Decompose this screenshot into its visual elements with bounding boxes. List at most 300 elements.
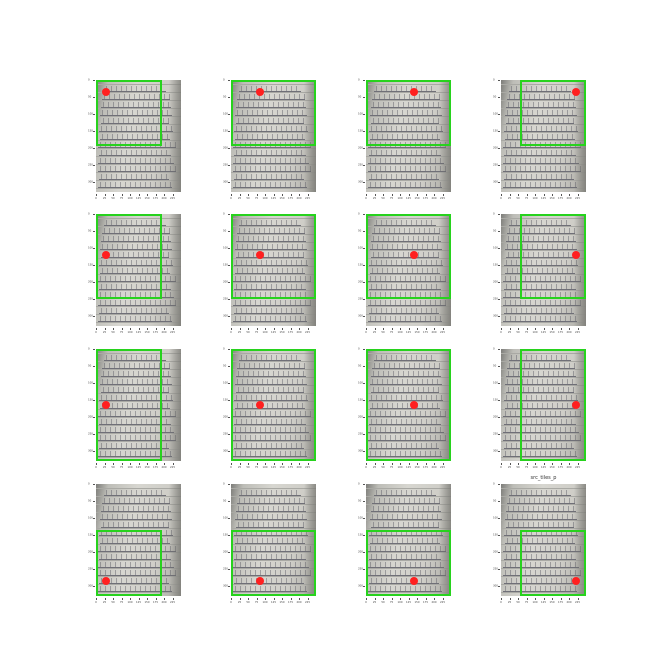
y-tick-label: 200 [493, 550, 498, 554]
x-tick-label: 100 [127, 466, 133, 469]
y-tick [93, 400, 95, 401]
x-tick-label: 25 [372, 601, 377, 604]
y-tick-label: 300 [88, 584, 93, 588]
y-tick [93, 535, 95, 536]
x-tick [510, 463, 511, 465]
panel-title: src_tiles_p [530, 475, 557, 481]
x-tick [130, 194, 131, 196]
y-tick [498, 299, 500, 300]
x-tick-label: 150 [279, 466, 285, 469]
x-tick [299, 328, 300, 330]
panel-r2-c2 [358, 347, 451, 469]
y-tick-label: 100 [88, 381, 93, 385]
handwriting-line [509, 490, 571, 496]
handwriting-line [233, 316, 307, 322]
x-tick [240, 328, 241, 330]
x-tick-label: 100 [532, 466, 538, 469]
y-tick-label: 150 [358, 129, 363, 133]
x-tick-label: 100 [262, 466, 268, 469]
x-tick [156, 598, 157, 600]
x-tick-label: 225 [440, 466, 445, 469]
crop-box [231, 530, 316, 596]
x-tick [510, 194, 511, 196]
y-tick [498, 417, 500, 418]
y-tick-label: 200 [223, 146, 228, 150]
y-tick [363, 182, 365, 183]
x-tick [257, 328, 258, 330]
y-tick [93, 265, 95, 266]
y-tick-label: 300 [223, 180, 228, 184]
x-tick [231, 328, 232, 330]
handwriting-line [371, 506, 441, 512]
x-tick-label: 200 [431, 197, 437, 200]
y-tick-label: 150 [223, 533, 228, 537]
crop-box [96, 530, 162, 596]
y-tick [93, 349, 95, 350]
notebook-rule-line [366, 322, 451, 323]
y-tick-label: 100 [493, 381, 498, 385]
x-tick-label: 100 [262, 601, 268, 604]
notebook-rule-line [96, 156, 181, 157]
y-tick [498, 569, 500, 570]
handwriting-line [235, 514, 307, 520]
x-tick [122, 194, 123, 196]
x-tick-label: 125 [541, 331, 546, 334]
y-tick-label: 200 [88, 280, 93, 284]
x-tick-label: 225 [170, 466, 175, 469]
notebook-rule-line [501, 164, 586, 165]
panel-r1-c0 [88, 212, 181, 334]
notebook-rule-line [366, 496, 451, 497]
handwriting-line [503, 316, 577, 322]
x-tick-label: 25 [507, 466, 512, 469]
x-tick [274, 328, 275, 330]
x-tick [375, 328, 376, 330]
notebook-rule-line [501, 512, 586, 513]
y-tick-label: 150 [493, 533, 498, 537]
x-tick-label: 225 [305, 197, 310, 200]
x-axis [96, 328, 181, 332]
x-tick [248, 194, 249, 196]
notebook-rule-line [366, 520, 451, 521]
y-tick [93, 316, 95, 317]
y-tick-label: 150 [493, 129, 498, 133]
handwriting-line [372, 498, 440, 504]
notebook-rule-line [366, 164, 451, 165]
x-tick [578, 598, 579, 600]
y-tick-label: 100 [223, 246, 228, 250]
y-tick-label: 100 [358, 112, 363, 116]
x-tick-label: 75 [119, 466, 124, 469]
y-tick-label: 300 [88, 180, 93, 184]
x-tick-label: 50 [381, 197, 385, 200]
x-tick-label: 125 [136, 331, 141, 334]
y-tick-label: 150 [358, 398, 363, 402]
y-tick-label: 200 [88, 146, 93, 150]
x-tick [156, 194, 157, 196]
x-tick [569, 463, 570, 465]
y-tick [498, 383, 500, 384]
x-tick [231, 598, 232, 600]
crop-box [231, 80, 316, 146]
handwriting-line [233, 158, 309, 164]
x-tick [535, 328, 536, 330]
x-tick-label: 200 [296, 197, 302, 200]
y-tick [228, 114, 230, 115]
notebook-rule-line [366, 512, 451, 513]
notebook-rule-line [231, 496, 316, 497]
x-tick [173, 598, 174, 600]
x-axis [366, 598, 451, 602]
x-tick-label: 125 [136, 601, 141, 604]
x-tick-label: 100 [397, 197, 403, 200]
y-tick-label: 0 [493, 347, 495, 351]
y-tick [93, 569, 95, 570]
y-tick [228, 535, 230, 536]
y-tick [93, 97, 95, 98]
handwriting-line [98, 300, 176, 306]
notebook-rule-line [501, 314, 586, 315]
x-tick-label: 75 [524, 197, 529, 200]
x-tick-label: 150 [144, 331, 150, 334]
handwriting-line [505, 514, 577, 520]
x-tick [375, 194, 376, 196]
x-tick-label: 125 [541, 197, 546, 200]
x-tick [392, 598, 393, 600]
y-tick-label: 150 [88, 129, 93, 133]
y-tick [498, 182, 500, 183]
x-tick-label: 100 [127, 197, 133, 200]
x-tick-label: 175 [153, 466, 158, 469]
panel-r3-c2 [358, 482, 451, 604]
x-tick-label: 175 [558, 197, 563, 200]
panel-r3-c0 [88, 482, 181, 604]
y-tick [363, 231, 365, 232]
x-tick [282, 328, 283, 330]
y-tick [93, 214, 95, 215]
y-tick-label: 250 [88, 297, 93, 301]
x-tick [308, 463, 309, 465]
x-axis [501, 328, 586, 332]
notebook-rule-line [231, 504, 316, 505]
x-tick-label: 125 [406, 331, 411, 334]
x-tick [257, 463, 258, 465]
y-tick [228, 484, 230, 485]
y-tick [93, 231, 95, 232]
y-tick-label: 0 [493, 482, 495, 486]
x-tick-label: 125 [406, 601, 411, 604]
x-tick [544, 328, 545, 330]
y-tick [228, 282, 230, 283]
x-tick-label: 75 [389, 601, 394, 604]
x-tick-label: 175 [558, 331, 563, 334]
y-tick [228, 97, 230, 98]
y-tick [363, 434, 365, 435]
y-tick [228, 383, 230, 384]
y-tick-label: 200 [223, 550, 228, 554]
x-tick [173, 194, 174, 196]
x-tick-label: 0 [230, 331, 232, 334]
x-tick-label: 200 [566, 197, 572, 200]
x-tick-label: 225 [575, 601, 580, 604]
y-tick-label: 300 [493, 314, 498, 318]
panel-r0-c3 [493, 78, 586, 200]
x-tick [443, 194, 444, 196]
y-tick [498, 400, 500, 401]
y-tick-label: 150 [358, 533, 363, 537]
y-tick [93, 552, 95, 553]
crop-box [366, 349, 451, 461]
y-tick [363, 586, 365, 587]
x-tick [240, 463, 241, 465]
y-tick [93, 131, 95, 132]
handwriting-line [99, 308, 169, 314]
y-tick-label: 50 [88, 499, 92, 503]
handwriting-line [234, 174, 304, 180]
crop-box [231, 349, 316, 461]
x-tick-label: 100 [397, 331, 403, 334]
handwriting-line [102, 498, 170, 504]
y-tick-label: 250 [358, 163, 363, 167]
x-tick-label: 50 [246, 601, 250, 604]
x-tick [561, 598, 562, 600]
handwriting-line [98, 182, 172, 188]
x-tick [578, 328, 579, 330]
x-tick [291, 328, 292, 330]
x-tick [105, 598, 106, 600]
x-tick-label: 50 [246, 197, 250, 200]
crop-box [231, 214, 316, 299]
x-tick-label: 0 [365, 331, 367, 334]
x-tick [501, 194, 502, 196]
notebook-rule-line [96, 188, 181, 189]
handwriting-line [368, 316, 442, 322]
y-tick-label: 250 [493, 297, 498, 301]
x-axis [231, 194, 316, 198]
handwriting-line [507, 498, 575, 504]
x-tick [282, 598, 283, 600]
panel-r3-c3 [493, 475, 586, 604]
y-tick-label: 250 [493, 567, 498, 571]
notebook-rule-line [96, 314, 181, 315]
y-tick [363, 569, 365, 570]
x-tick [265, 598, 266, 600]
y-tick [93, 501, 95, 502]
y-tick [228, 231, 230, 232]
y-tick-label: 300 [358, 180, 363, 184]
y-tick-label: 150 [88, 533, 93, 537]
notebook-rule-line [231, 180, 316, 181]
x-tick [173, 463, 174, 465]
y-tick-label: 200 [358, 146, 363, 150]
y-tick-label: 50 [223, 364, 227, 368]
x-tick-label: 25 [237, 331, 242, 334]
x-tick [173, 328, 174, 330]
x-tick-label: 225 [305, 466, 310, 469]
x-tick [113, 194, 114, 196]
handwriting-line [369, 150, 441, 156]
handwriting-line [503, 300, 581, 306]
y-tick-label: 50 [223, 95, 227, 99]
x-tick-label: 100 [532, 197, 538, 200]
y-tick [228, 552, 230, 553]
x-tick-label: 25 [372, 466, 377, 469]
x-tick [366, 194, 367, 196]
y-tick [93, 248, 95, 249]
x-tick-label: 25 [372, 331, 377, 334]
notebook-rule-line [501, 148, 586, 149]
x-tick [299, 598, 300, 600]
y-tick-label: 150 [223, 129, 228, 133]
x-tick [113, 463, 114, 465]
handwriting-line [369, 308, 439, 314]
y-tick-label: 200 [358, 550, 363, 554]
handwriting-line [370, 514, 442, 520]
x-tick [409, 328, 410, 330]
y-tick-label: 250 [358, 567, 363, 571]
x-tick-label: 150 [144, 197, 150, 200]
x-tick [510, 598, 511, 600]
x-tick [147, 598, 148, 600]
x-tick [443, 463, 444, 465]
x-tick [156, 463, 157, 465]
y-tick [93, 114, 95, 115]
y-tick-label: 0 [88, 482, 90, 486]
notebook-rule-line [96, 504, 181, 505]
x-tick [552, 598, 553, 600]
x-tick-label: 25 [507, 197, 512, 200]
y-tick [498, 586, 500, 587]
x-tick [426, 598, 427, 600]
x-tick [518, 328, 519, 330]
x-tick [375, 463, 376, 465]
y-tick-label: 150 [223, 398, 228, 402]
keypoint-marker [102, 401, 110, 409]
y-tick [228, 434, 230, 435]
x-tick-label: 200 [566, 466, 572, 469]
x-tick-label: 100 [262, 197, 268, 200]
handwriting-line [371, 522, 439, 528]
notebook-rule-line [231, 488, 316, 489]
y-tick-label: 100 [223, 112, 228, 116]
x-tick [518, 194, 519, 196]
handwriting-line [374, 490, 436, 496]
y-tick [228, 316, 230, 317]
x-tick [409, 598, 410, 600]
x-tick-label: 75 [119, 601, 124, 604]
x-tick [409, 463, 410, 465]
x-tick-label: 150 [414, 466, 420, 469]
y-tick-label: 50 [493, 229, 497, 233]
y-tick [498, 518, 500, 519]
y-tick [228, 518, 230, 519]
x-tick-label: 175 [558, 466, 563, 469]
x-tick [282, 194, 283, 196]
y-tick [498, 231, 500, 232]
x-tick [366, 463, 367, 465]
x-axis [96, 463, 181, 467]
keypoint-marker [256, 577, 264, 585]
x-tick-label: 75 [254, 331, 259, 334]
x-tick-label: 125 [406, 197, 411, 200]
x-tick [130, 598, 131, 600]
x-tick-label: 0 [95, 466, 97, 469]
x-tick [105, 194, 106, 196]
x-tick [274, 598, 275, 600]
handwriting-line [504, 308, 574, 314]
y-tick-label: 100 [88, 516, 93, 520]
y-tick [93, 484, 95, 485]
y-tick-label: 100 [493, 516, 498, 520]
x-tick [274, 463, 275, 465]
x-tick [113, 328, 114, 330]
y-tick [363, 114, 365, 115]
handwriting-line [237, 498, 305, 504]
handwriting-line [234, 308, 304, 314]
handwriting-line [503, 182, 577, 188]
x-tick-label: 225 [575, 197, 580, 200]
y-tick-label: 250 [223, 163, 228, 167]
x-tick-label: 150 [414, 197, 420, 200]
y-tick [363, 501, 365, 502]
y-tick [228, 501, 230, 502]
x-tick [518, 598, 519, 600]
x-tick-label: 225 [440, 331, 445, 334]
handwriting-line [234, 150, 306, 156]
y-tick [93, 165, 95, 166]
y-tick [363, 518, 365, 519]
x-tick [96, 598, 97, 600]
x-tick-label: 125 [541, 601, 546, 604]
x-tick [248, 328, 249, 330]
crop-box [520, 530, 586, 596]
x-tick [535, 463, 536, 465]
x-tick [139, 598, 140, 600]
y-tick-label: 100 [223, 381, 228, 385]
x-tick-label: 50 [516, 197, 520, 200]
x-tick-label: 0 [500, 197, 502, 200]
x-tick-label: 150 [549, 601, 555, 604]
notebook-rule-line [501, 188, 586, 189]
x-tick-label: 175 [288, 466, 293, 469]
x-tick [164, 598, 165, 600]
handwriting-line [99, 150, 171, 156]
panel-r2-c3 [493, 347, 586, 469]
x-tick [231, 463, 232, 465]
x-tick-label: 100 [397, 466, 403, 469]
notebook-rule-line [96, 306, 181, 307]
y-tick-label: 250 [223, 432, 228, 436]
x-tick-label: 125 [271, 331, 276, 334]
x-tick [527, 463, 528, 465]
y-tick-label: 0 [358, 78, 360, 82]
x-tick-label: 0 [95, 331, 97, 334]
y-tick [498, 214, 500, 215]
x-tick-label: 50 [111, 601, 115, 604]
x-tick-label: 225 [440, 197, 445, 200]
y-tick [498, 535, 500, 536]
x-tick [248, 463, 249, 465]
y-tick [228, 214, 230, 215]
x-tick-label: 200 [566, 601, 572, 604]
y-tick [228, 265, 230, 266]
x-tick [544, 598, 545, 600]
x-tick [527, 194, 528, 196]
notebook-rule-line [96, 148, 181, 149]
x-tick [417, 463, 418, 465]
y-tick [363, 400, 365, 401]
x-tick-label: 225 [575, 466, 580, 469]
